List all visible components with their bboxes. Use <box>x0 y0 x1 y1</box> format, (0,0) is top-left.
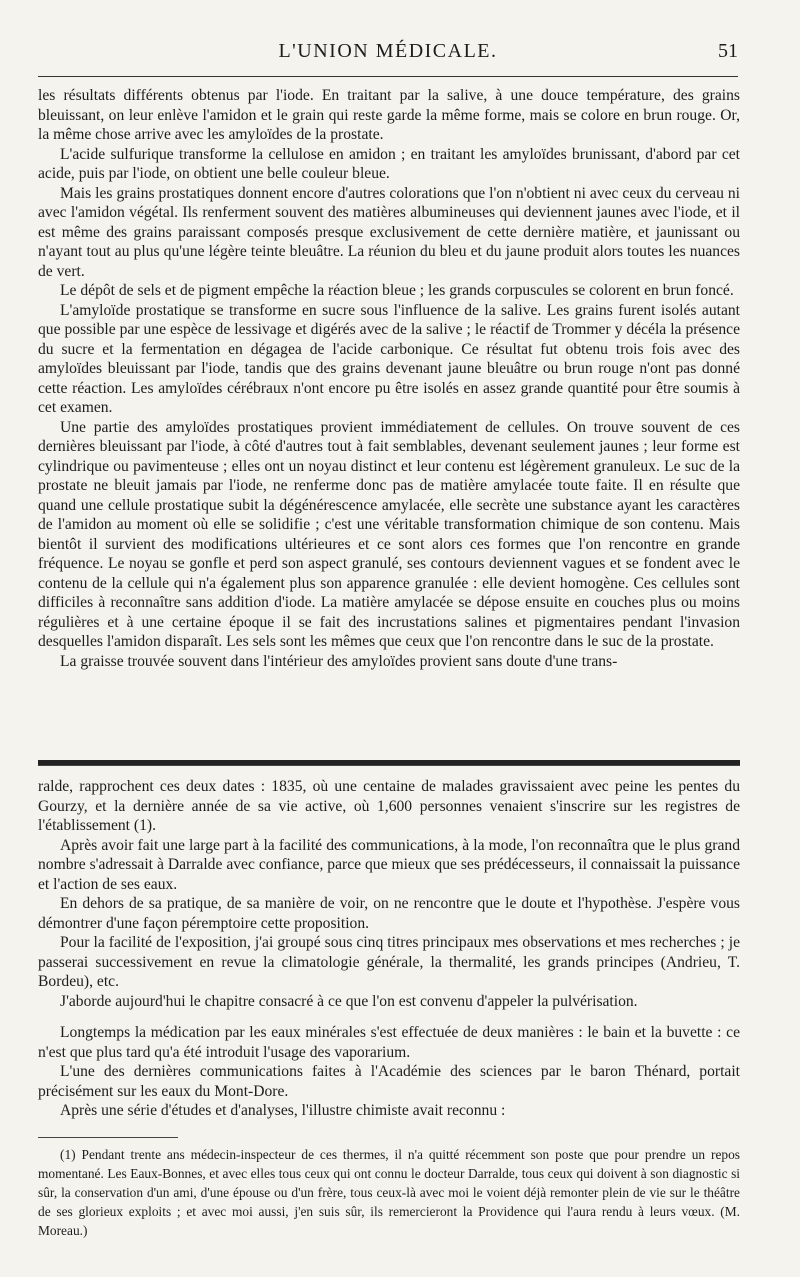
paragraph: L'amyloïde prostatique se transforme en sucre sous l'influence de la salive. Les grains furent isolés autant que possible par une espèce de lessivage et digérés avec de la salive ; le réactif de Trommer y décéla la présence du sucre et la fermentation en dégagea de l'acide carbonique. Ce résultat fut obtenu trois fois avec des amyloïdes bleuissant par l'iode, tandis que des grains devenant jaune bleuâtre ou brun rouge n'ont pas donné cette réaction. Les amyloïdes cérébraux n'ont encore pu être isolés en assez grande quantité pour être soumis à cet examen. <box>38 301 740 416</box>
paragraph: Longtemps la médication par les eaux minérales s'est effectuée de deux manières : le bain et la buvette : ce n'est que plus tard qu'a été introduit l'usage des vaporarium. <box>38 1024 740 1061</box>
lower-article <box>38 777 740 1121</box>
upper-article <box>38 86 740 671</box>
paragraph: ralde, rapprochent ces deux dates : 1835, où une centaine de malades gravissaient avec peine les pentes du Gourzy, et la dernière année de sa vie active, où 1,600 personnes venaient s'inscrire sur les registres de l'établissement (1). <box>38 778 740 834</box>
paragraph: Une partie des amyloïdes prostatiques provient immédiatement de cellules. On trouve souvent de ces dernières bleuissant par l'iode, à côté d'autres tout à fait semblables, devenant seulement jaunes ; leur forme est cylindrique ou pavimenteuse ; elles ont un noyau distinct et leur contenu est légèrement granuleux. Le suc de la prostate ne bleuit jamais par l'iode, ne renferme donc pas de matière amylacée toute faite. Il en résulte que quand une cellule prostatique subit la dégénérescence amylacée, elle secrète une substance ayant les caractères de l'amidon au moment où elle se solidifie ; c'est une véritable transformation chimique de son contenu. Mais bientôt il survient des modifications ultérieures et ce sont alors ces formes que l'on rencontre en grande fréquence. Le noyau se gonfle et perd son aspect granulé, ses contours deviennent vagues et se fondent avec le contenu de la cellule qui n'a également plus son apparence granulée : elle devient homogène. Ces cellules sont difficiles à reconnaître sans addition d'iode. La matière amylacée se dépose ensuite en couches plus ou moins régulières et à une certaine époque il se fait des incrustations salines et pigmentaires pendant l'invasion desquelles l'amidon disparaît. Les sels sont les mêmes que ceux que l'on rencontre dans le suc de la prostate. <box>38 418 740 650</box>
paragraph: L'acide sulfurique transforme la cellulose en amidon ; en traitant les amyloïdes brunissant, d'abord par cet acide, puis par l'iode, on obtient une belle couleur bleue. <box>38 145 740 182</box>
paragraph: L'une des dernières communications faites à l'Académie des sciences par le baron Thénard, portait précisément sur les eaux du Mont-Dore. <box>38 1063 740 1100</box>
section-divider <box>38 760 740 766</box>
paragraph: Après une série d'études et d'analyses, l'illustre chimiste avait reconnu : <box>60 1102 506 1119</box>
paragraph: En dehors de sa pratique, de sa manière de voir, on ne rencontre que le doute et l'hypothèse. J'espère vous démontrer d'une façon péremptoire cette proposition. <box>38 895 740 932</box>
page-header <box>38 40 738 70</box>
footnote <box>38 1145 740 1240</box>
paragraph: Pour la facilité de l'exposition, j'ai groupé sous cinq titres principaux mes observations et mes recherches ; je passerai successivement en revue la climatologie générale, la thermalité, les grands principes (Andrieu, T. Bordeu), etc. <box>38 934 740 990</box>
paragraph: J'aborde aujourd'hui le chapitre consacré à ce que l'on est convenu d'appeler la pulvérisation. <box>60 992 638 1010</box>
header-rule <box>38 76 738 77</box>
footnote-text: (1) Pendant trente ans médecin-inspecteur de ces thermes, il n'a quitté récemment son poste que pour prendre un repos momentané. Les Eaux-Bonnes, et avec elles tous ceux qui ont connu le docteur Darralde, tous ceux qui doivent à son diagnostic si sûr, la conservation d'un ami, d'une épouse ou d'un frère, tous ceux-là avec moi le voient déjà remonter plein de vie sur le théâtre de ses glorieux exploits ; et avec moi aussi, j'en suis sûr, ils remercieront la Providence qui l'aura rendu à leurs vœux. (M. Moreau.) <box>38 1147 740 1238</box>
footnote-rule <box>38 1137 178 1138</box>
paragraph: Après avoir fait une large part à la facilité des communications, à la mode, l'on reconnaîtra que le plus grand nombre s'adressait à Darralde avec confiance, parce que mieux que ses prédécesseurs, il connaissait la puissance et l'action de ses eaux. <box>38 836 740 893</box>
paragraph: La graisse trouvée souvent dans l'intérieur des amyloïdes provient sans doute d'une trans- <box>60 652 618 670</box>
paragraph: Mais les grains prostatiques donnent encore d'autres colorations que l'on n'obtient ni avec ceux du cerveau ni avec l'amidon végétal. Ils renferment souvent des matières albumineuses qui deviennent jaunes avec l'iode, et il est même des grains paraissant composés presque exclusivement de cette dernière matière, et jaunissant ou n'ayant tout au plus qu'une légère teinte bleuâtre. La réunion du bleu et du jaune produit alors toutes les nuances de vert. <box>38 184 740 280</box>
paragraph: les résultats différents obtenus par l'iode. En traitant par la salive, à une douce température, des grains bleuissant, on leur enlève l'amidon et le grain qui reste garde la même forme, mais se colore en brun rouge. Or, la même chose arrive avec les amyloïdes de la prostate. <box>38 87 740 143</box>
running-title: L'UNION MÉDICALE. <box>278 40 498 62</box>
page-number: 51 <box>718 40 738 62</box>
paragraph: Le dépôt de sels et de pigment empêche la réaction bleue ; les grands corpuscules se colorent en brun foncé. <box>60 282 734 299</box>
